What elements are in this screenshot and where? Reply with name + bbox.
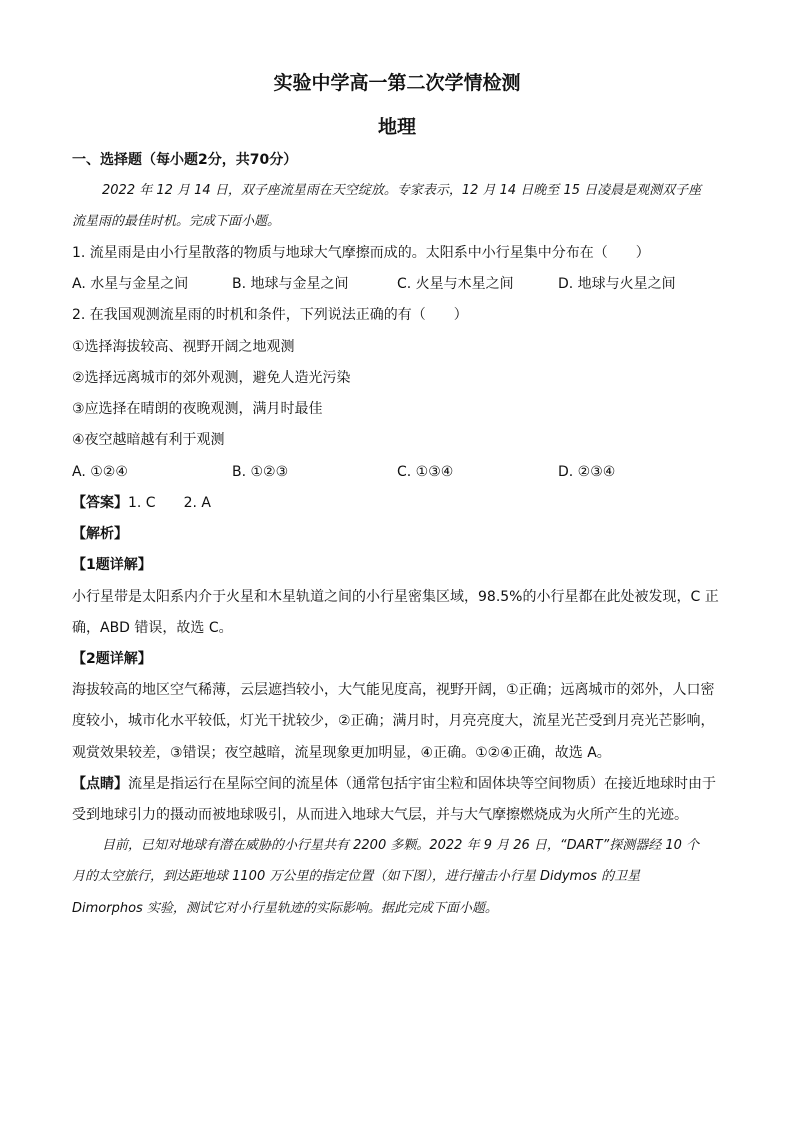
passage1-line1: 2022 年 12 月 14 日，双子座流星雨在天空绽放。专家表示，12 月 14 日晚至 15 日凌晨是观测双子座 bbox=[102, 183, 702, 198]
q1-option-c: C. 火星与木星之间 bbox=[397, 276, 514, 292]
answer-label: 【答案】 bbox=[72, 495, 128, 511]
passage2-line3: Dimorphos 实验，测试它对小行星轨迹的实际影响。据此完成下面小题。 bbox=[72, 901, 498, 916]
detail1-label: 【1题详解】 bbox=[72, 557, 152, 573]
subject-title: 地理 bbox=[377, 116, 416, 138]
tip-label: 【点睛】 bbox=[72, 776, 128, 792]
q2-item-4: ④夜空越暗越有利于观测 bbox=[72, 432, 225, 448]
passage2-line1: 目前，已知对地球有潜在威胁的小行星共有 2200 多颗。2022 年 9 月 26 日，“DART”探测器经 10 个 bbox=[102, 838, 700, 853]
q2-item-3: ③应选择在晴朗的夜晚观测，满月时最佳 bbox=[72, 401, 323, 417]
passage1-line2: 流星雨的最佳时机。完成下面小题。 bbox=[72, 214, 281, 229]
tip-line2: 受到地球引力的摄动而被地球吸引，从而进入地球大气层，并与大气摩擦燃烧成为火所产生的光迹。 bbox=[72, 807, 688, 823]
q2-option-d: D. ②③④ bbox=[558, 464, 616, 480]
tip-row bbox=[72, 774, 716, 794]
q2-item-1: ①选择海拔较高、视野开阔之地观测 bbox=[72, 339, 295, 355]
q2-item-2: ②选择远离城市的郊外观测，避免人造光污染 bbox=[72, 370, 351, 386]
answer-row bbox=[72, 493, 211, 513]
q1-option-d: D. 地球与火星之间 bbox=[558, 276, 676, 292]
q2-option-a: A. ①②④ bbox=[72, 464, 128, 480]
section-heading: 一、选择题（每小题2分，共70分） bbox=[72, 152, 298, 168]
detail2-line2: 度较小，城市化水平较低，灯光干扰较少，②正确；满月时，月亮亮度大，流星光芒受到月亮光芒影响， bbox=[72, 713, 715, 729]
page-title: 实验中学高一第二次学情检测 bbox=[273, 72, 521, 94]
question-1-stem: 1. 流星雨是由小行星散落的物质与地球大气摩擦而成的。太阳系中小行星集中分布在（ ） bbox=[72, 245, 650, 261]
detail1-line1: 小行星带是太阳系内介于火星和木星轨道之间的小行星密集区域，98.5%的小行星都在此处被发现，C 正 bbox=[72, 589, 719, 605]
answer-text: 1. C 2. A bbox=[128, 495, 211, 511]
q2-option-b: B. ①②③ bbox=[232, 464, 289, 480]
detail2-line1: 海拔较高的地区空气稀薄，云层遮挡较小，大气能见度高，视野开阔，①正确；远离城市的郊外，人口密 bbox=[72, 682, 715, 698]
q1-option-b: B. 地球与金星之间 bbox=[232, 276, 349, 292]
question-2-stem: 2. 在我国观测流星雨的时机和条件，下列说法正确的有（ ） bbox=[72, 307, 468, 323]
tip-line1: 流星是指运行在星际空间的流星体（通常包括宇宙尘粒和固体块等空间物质）在接近地球时由于 bbox=[128, 776, 716, 792]
analysis-label: 【解析】 bbox=[72, 526, 128, 542]
q2-option-c: C. ①③④ bbox=[397, 464, 454, 480]
q1-option-a: A. 水星与金星之间 bbox=[72, 276, 189, 292]
detail2-line3: 观赏效果较差，③错误；夜空越暗，流星现象更加明显，④正确。①②④正确，故选 A。 bbox=[72, 745, 611, 761]
detail2-label: 【2题详解】 bbox=[72, 651, 152, 667]
detail1-line2: 确，ABD 错误，故选 C。 bbox=[72, 620, 233, 636]
passage2-line2: 月的太空旅行，到达距地球 1100 万公里的指定位置（如下图），进行撞击小行星 Didymos 的卫星 bbox=[72, 869, 641, 884]
